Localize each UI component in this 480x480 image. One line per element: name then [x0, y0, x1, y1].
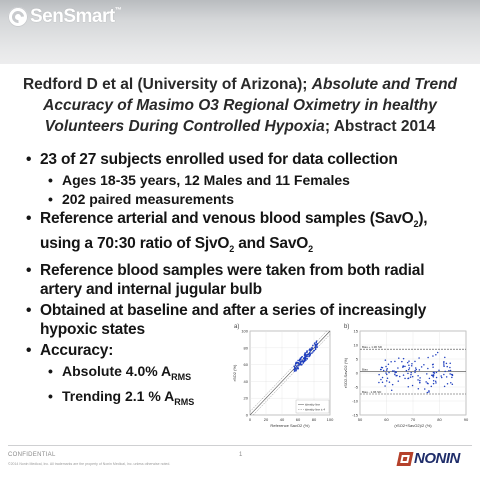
data-point: [304, 356, 306, 358]
x-tick-label: 40: [279, 417, 285, 422]
data-point: [414, 372, 416, 374]
data-point: [435, 382, 437, 384]
data-point: [427, 383, 429, 385]
chart-a-svg: [228, 325, 338, 437]
data-point: [427, 368, 429, 370]
data-point: [386, 369, 388, 371]
title-tail: ; Abstract 2014: [324, 118, 436, 135]
data-point: [389, 381, 391, 383]
data-point: [301, 364, 303, 366]
data-point: [411, 365, 413, 367]
bullet-item: [26, 209, 466, 259]
data-point: [305, 358, 307, 360]
data-point: [395, 371, 397, 373]
bullet-item: [48, 171, 466, 189]
data-point: [419, 382, 421, 384]
data-point: [404, 366, 406, 368]
data-point: [386, 380, 388, 382]
chart-absolute-accuracy: [228, 325, 338, 437]
data-point: [444, 371, 446, 373]
data-point: [449, 363, 451, 365]
legend-label: identity line ± 4: [305, 407, 325, 412]
bullet-item: [26, 261, 466, 299]
data-point: [315, 345, 317, 347]
data-point: [315, 342, 317, 344]
data-point: [313, 350, 315, 352]
data-point: [308, 349, 310, 351]
bias-line-label: Bias + 1.96 SD: [362, 345, 383, 350]
data-point: [427, 392, 429, 394]
data-point: [410, 374, 412, 376]
y-tick-label: -15: [352, 412, 358, 418]
data-point: [410, 372, 412, 374]
data-point: [449, 373, 451, 375]
bullet-text: Reference blood samples were taken from both radial artery and internal jugular bulb: [40, 262, 425, 299]
data-point: [441, 377, 443, 379]
nonin-logo-text: NONIN: [414, 450, 460, 467]
title-italic: Absolute and Trend Accuracy of Masimo O3 Regional Oximetry in healthy Volunteers During Controlled Hypoxia: [43, 76, 458, 135]
data-point: [435, 380, 437, 382]
data-point: [315, 349, 317, 351]
data-point: [403, 374, 405, 376]
y-tick-label: 0: [245, 412, 248, 418]
y-tick-label: 60: [243, 362, 248, 368]
sensmart-logo: [8, 6, 122, 28]
data-point: [316, 345, 318, 347]
data-point: [385, 366, 387, 368]
data-point: [316, 344, 318, 346]
data-point: [407, 362, 409, 364]
slide-title: [20, 74, 460, 137]
y-tick-label: 10: [353, 342, 358, 348]
data-point: [299, 360, 301, 362]
chart-trend-accuracy: [340, 325, 472, 437]
data-point: [311, 352, 313, 354]
x-tick-label: 80: [437, 417, 442, 422]
data-point: [398, 357, 400, 359]
data-point: [418, 357, 420, 359]
data-point: [295, 364, 297, 366]
copyright-notice: ©2014 Nonin Medical, Inc. All trademarks are the property of Nonin Medical, Inc. unless otherwise noted.: [8, 462, 171, 466]
data-point: [408, 369, 410, 371]
data-point: [391, 390, 393, 392]
bullet-text: ), using a 70:30 ratio of SjvO: [40, 210, 428, 253]
data-point: [303, 362, 305, 364]
data-point: [399, 376, 401, 378]
data-point: [392, 370, 394, 372]
data-point: [380, 379, 382, 381]
data-point: [300, 362, 302, 364]
bullet-text: 202 paired measurements: [62, 191, 234, 207]
logo-text: SenSmart: [30, 6, 115, 27]
data-point: [297, 368, 299, 370]
y-tick-label: -10: [352, 398, 358, 404]
bullet-item: [48, 190, 466, 208]
data-point: [387, 377, 389, 379]
data-point: [386, 374, 388, 376]
footer-divider: [8, 445, 472, 446]
sensmart-logo-icon: [8, 7, 28, 27]
bullet-subscript: 2: [413, 219, 419, 230]
data-point: [393, 370, 395, 372]
data-point: [436, 377, 438, 379]
data-point: [298, 365, 300, 367]
data-point: [426, 373, 428, 375]
data-point: [408, 360, 410, 362]
data-point: [295, 369, 297, 371]
data-point: [378, 374, 380, 376]
data-point: [296, 365, 298, 367]
data-point: [444, 386, 446, 388]
x-axis-label: Reference SavO2 (%): [270, 423, 310, 428]
x-tick-label: 80: [311, 417, 317, 422]
bullet-text: Obtained at baseline and after a series of increasingly hypoxic states: [40, 302, 427, 339]
x-tick-label: 60: [295, 417, 301, 422]
bullet-text: and SavO: [234, 235, 309, 253]
data-point: [390, 361, 392, 363]
data-point: [388, 363, 390, 365]
x-axis-label: (rSO2+SavO2)/2 (%): [394, 423, 432, 428]
data-point: [443, 362, 445, 364]
data-point: [412, 376, 414, 378]
data-point: [294, 370, 296, 372]
y-tick-label: 20: [243, 395, 248, 401]
data-point: [385, 359, 387, 361]
data-point: [427, 357, 429, 359]
data-point: [433, 380, 435, 382]
data-point: [446, 366, 448, 368]
data-point: [421, 366, 423, 368]
y-tick-label: 15: [353, 328, 358, 334]
data-point: [433, 383, 435, 385]
data-point: [432, 366, 434, 368]
data-point: [414, 370, 416, 372]
data-point: [419, 380, 421, 382]
data-point: [305, 359, 307, 361]
data-point: [303, 360, 305, 362]
data-point: [451, 377, 453, 379]
bullet-subscript: 2: [229, 244, 235, 255]
data-point: [382, 377, 384, 379]
data-point: [415, 367, 417, 369]
data-point: [424, 388, 426, 390]
data-point: [419, 369, 421, 371]
data-point: [380, 369, 382, 371]
data-point: [435, 354, 437, 356]
data-point: [449, 367, 451, 369]
data-point: [378, 382, 380, 384]
data-point: [447, 383, 449, 385]
data-point: [397, 367, 399, 369]
data-point: [440, 375, 442, 377]
y-axis-label: rSO2-SavO2 (%): [343, 357, 348, 389]
x-tick-label: 90: [463, 417, 469, 422]
page-number: 1: [239, 452, 243, 458]
data-point: [437, 352, 439, 354]
data-point: [431, 386, 433, 388]
data-point: [429, 378, 431, 380]
data-point: [408, 377, 410, 379]
data-point: [307, 358, 309, 360]
data-point: [409, 367, 411, 369]
data-point: [438, 370, 440, 372]
data-point: [296, 362, 298, 364]
data-point: [407, 373, 409, 375]
data-point: [414, 361, 416, 363]
data-point: [443, 374, 445, 376]
data-point: [398, 380, 400, 382]
data-point: [311, 347, 313, 349]
data-point: [383, 370, 385, 372]
data-point: [431, 374, 433, 376]
data-point: [312, 345, 314, 347]
data-point: [452, 375, 454, 377]
x-tick-label: 70: [410, 417, 416, 422]
y-tick-label: 40: [243, 378, 248, 384]
data-point: [433, 371, 435, 373]
data-point: [408, 386, 410, 388]
data-point: [301, 360, 303, 362]
data-point: [314, 346, 316, 348]
data-point: [411, 363, 413, 365]
y-tick-label: 100: [241, 328, 248, 334]
data-point: [416, 369, 418, 371]
data-point: [394, 374, 396, 376]
y-tick-label: -5: [354, 384, 358, 390]
nonin-logo-icon: [397, 452, 414, 466]
bullet-text: Accuracy:: [40, 342, 114, 360]
nonin-logo: [398, 450, 460, 467]
bullet-subscript: RMS: [174, 396, 195, 407]
data-point: [402, 365, 404, 367]
data-point: [432, 355, 434, 357]
data-point: [432, 364, 434, 366]
data-point: [386, 368, 388, 370]
data-point: [446, 363, 448, 365]
data-point: [309, 354, 311, 356]
bullet-text: Reference arterial and venous blood samples (SavO: [40, 210, 414, 227]
data-point: [448, 370, 450, 372]
data-point: [428, 390, 430, 392]
y-tick-label: 0: [355, 370, 358, 376]
data-point: [446, 376, 448, 378]
data-point: [303, 358, 305, 360]
data-point: [308, 354, 310, 356]
data-point: [301, 357, 303, 359]
data-point: [443, 365, 445, 367]
bullet-item: [26, 150, 466, 169]
bullet-text: Absolute 4.0% A: [62, 363, 172, 380]
data-point: [381, 367, 383, 369]
data-point: [417, 379, 419, 381]
data-point: [394, 361, 396, 363]
data-point: [314, 342, 316, 344]
data-point: [406, 370, 408, 372]
data-point: [312, 351, 314, 353]
data-point: [306, 350, 308, 352]
data-point: [444, 357, 446, 359]
data-point: [418, 388, 420, 390]
data-point: [412, 385, 414, 387]
y-axis-label: rSO2 (%): [232, 364, 237, 382]
data-point: [443, 361, 445, 363]
title-authors: Redford D et al (University of Arizona);: [22, 76, 308, 93]
data-point: [404, 378, 406, 380]
x-tick-label: 20: [263, 417, 269, 422]
header-bar: [0, 0, 480, 64]
data-point: [425, 381, 427, 383]
data-point: [392, 384, 394, 386]
data-point: [297, 360, 299, 362]
bias-line-label: Bias: [362, 367, 368, 372]
data-point: [304, 352, 306, 354]
data-point: [450, 382, 452, 384]
data-point: [382, 381, 384, 383]
y-tick-label: 5: [355, 356, 358, 362]
data-point: [384, 385, 386, 387]
data-point: [310, 349, 312, 351]
data-point: [295, 363, 297, 365]
data-point: [419, 377, 421, 379]
bullet-text: Ages 18-35 years, 12 Males and 11 Females: [62, 172, 350, 188]
data-point: [417, 375, 419, 377]
data-point: [298, 362, 300, 364]
panel-letter-a: a): [234, 324, 240, 330]
data-point: [401, 361, 403, 363]
y-tick-label: 80: [243, 345, 248, 351]
legend-label: identity line: [305, 402, 321, 407]
confidential-label: CONFIDENTIAL: [8, 452, 56, 458]
data-point: [410, 376, 412, 378]
chart-b-svg: [340, 325, 472, 437]
data-point: [294, 366, 296, 368]
x-tick-label: 60: [384, 417, 389, 422]
data-point: [385, 372, 387, 374]
data-point: [403, 358, 405, 360]
bullet-text: 23 of 27 subjects enrolled used for data collection: [40, 151, 398, 168]
logo-tm: ™: [114, 6, 122, 14]
bullet-subscript: 2: [308, 244, 313, 255]
data-point: [305, 354, 307, 356]
data-point: [396, 375, 398, 377]
bullet-text: Trending 2.1 % A: [62, 387, 175, 404]
data-point: [443, 364, 445, 366]
x-tick-label: 50: [357, 417, 363, 422]
data-point: [408, 364, 410, 366]
data-point: [450, 370, 452, 372]
data-point: [436, 372, 438, 374]
panel-letter-b: b): [344, 324, 350, 330]
data-point: [423, 364, 425, 366]
data-point: [388, 372, 390, 374]
x-tick-label: 100: [326, 417, 334, 422]
bullet-subscript: RMS: [171, 371, 192, 382]
data-point: [452, 384, 454, 386]
x-tick-label: 0: [248, 417, 252, 422]
bias-line-label: Bias - 1.96 SD: [362, 390, 382, 394]
data-point: [308, 356, 310, 358]
